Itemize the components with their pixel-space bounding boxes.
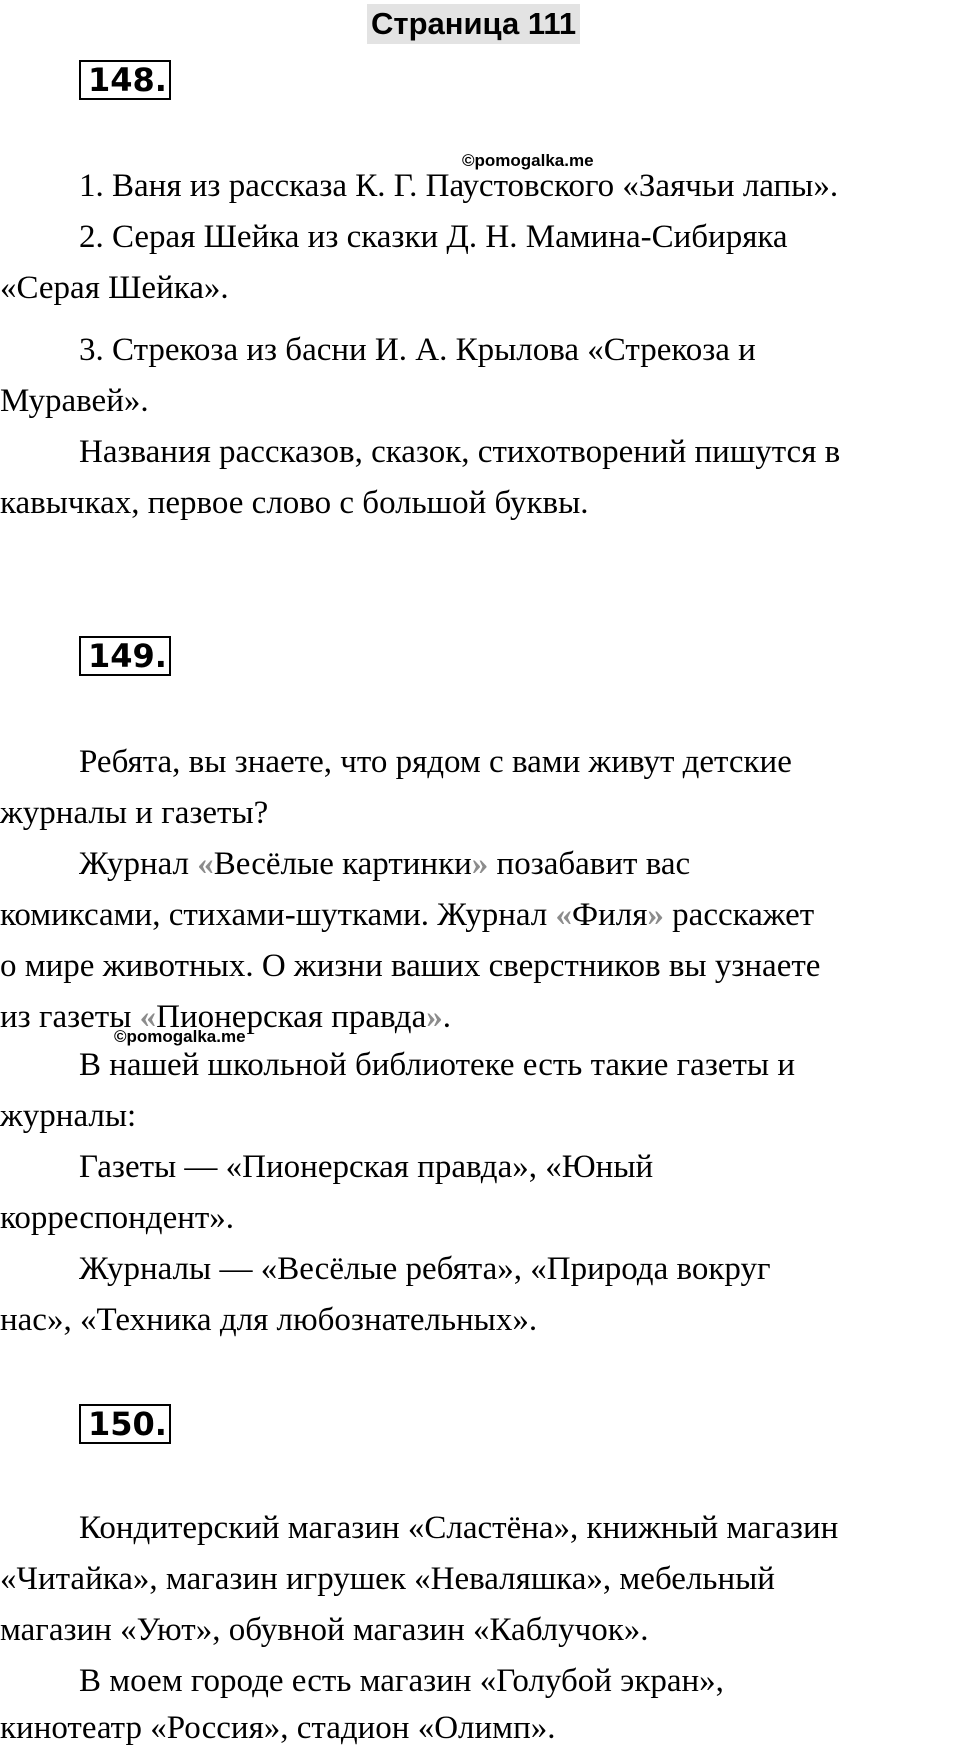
text-line: журналы и газеты?	[0, 795, 269, 831]
text-line: «Читайка», магазин игрушек «Неваляшка», мебельный	[0, 1561, 775, 1597]
text-line: магазин «Уют», обувной магазин «Каблучок».	[0, 1612, 649, 1648]
text-line: 2. Серая Шейка из сказки Д. Н. Мамина-Сибиряка	[79, 219, 788, 255]
task-number-150: 150.	[79, 1404, 171, 1444]
text-line: Газеты — «Пионерская правда», «Юный	[79, 1149, 654, 1185]
text-fragment: .	[442, 999, 451, 1035]
close-quote: »	[471, 846, 489, 882]
open-quote: «	[139, 999, 157, 1035]
text-line: Муравей».	[0, 383, 149, 419]
text-line: Журналы — «Весёлые ребята», «Природа вокруг	[79, 1251, 771, 1287]
text-line: В моем городе есть магазин «Голубой экран»,	[79, 1663, 724, 1699]
text-line: кинотеатр «Россия», стадион «Олимп».	[0, 1710, 556, 1746]
close-quote: »	[647, 897, 664, 933]
text-fragment: расскажет	[663, 897, 815, 933]
text-line: нас», «Техника для любознательных».	[0, 1302, 538, 1338]
text-fragment: позабавит вас	[488, 846, 691, 882]
text-line: Кондитерский магазин «Сластёна», книжный магазин	[79, 1510, 839, 1546]
text-line: корреспондент».	[0, 1200, 235, 1236]
text-fragment: комиксами, стихами-шутками. Журнал	[0, 897, 556, 933]
text-line: кавычках, первое слово с большой буквы.	[0, 485, 589, 521]
text-line	[0, 895, 814, 935]
text-fragment: Журнал	[79, 846, 198, 882]
text-line: Названия рассказов, сказок, стихотворений пишутся в	[79, 434, 841, 470]
magazine-title: Весёлые картинки	[213, 846, 472, 882]
text-line: 1. Ваня из рассказа К. Г. Паустовского «Заячьи лапы».	[79, 168, 839, 204]
text-line: «Серая Шейка».	[0, 270, 229, 306]
task-number-149: 149.	[79, 636, 171, 676]
newspaper-title: Пионерская правда	[156, 999, 427, 1035]
text-line: о мире животных. О жизни ваших сверстников вы узнаете	[0, 948, 821, 984]
task-number-148: 148.	[79, 60, 171, 100]
text-fragment: из газеты	[0, 999, 140, 1035]
page-title: Страница 111	[367, 4, 580, 44]
text-line: В нашей школьной библиотеке есть такие газеты и	[79, 1047, 796, 1083]
open-quote: «	[197, 846, 214, 882]
open-quote: «	[555, 897, 573, 933]
magazine-title: Филя	[572, 897, 648, 933]
watermark: ©pomogalka.me	[462, 151, 594, 170]
text-line: 3. Стрекоза из басни И. А. Крылова «Стрекоза и	[79, 332, 756, 368]
text-line: журналы:	[0, 1098, 137, 1134]
watermark: ©pomogalka.me	[114, 1027, 246, 1046]
text-line	[79, 844, 690, 884]
close-quote: »	[426, 999, 443, 1035]
text-line: Ребята, вы знаете, что рядом с вами живут детские	[79, 744, 792, 780]
